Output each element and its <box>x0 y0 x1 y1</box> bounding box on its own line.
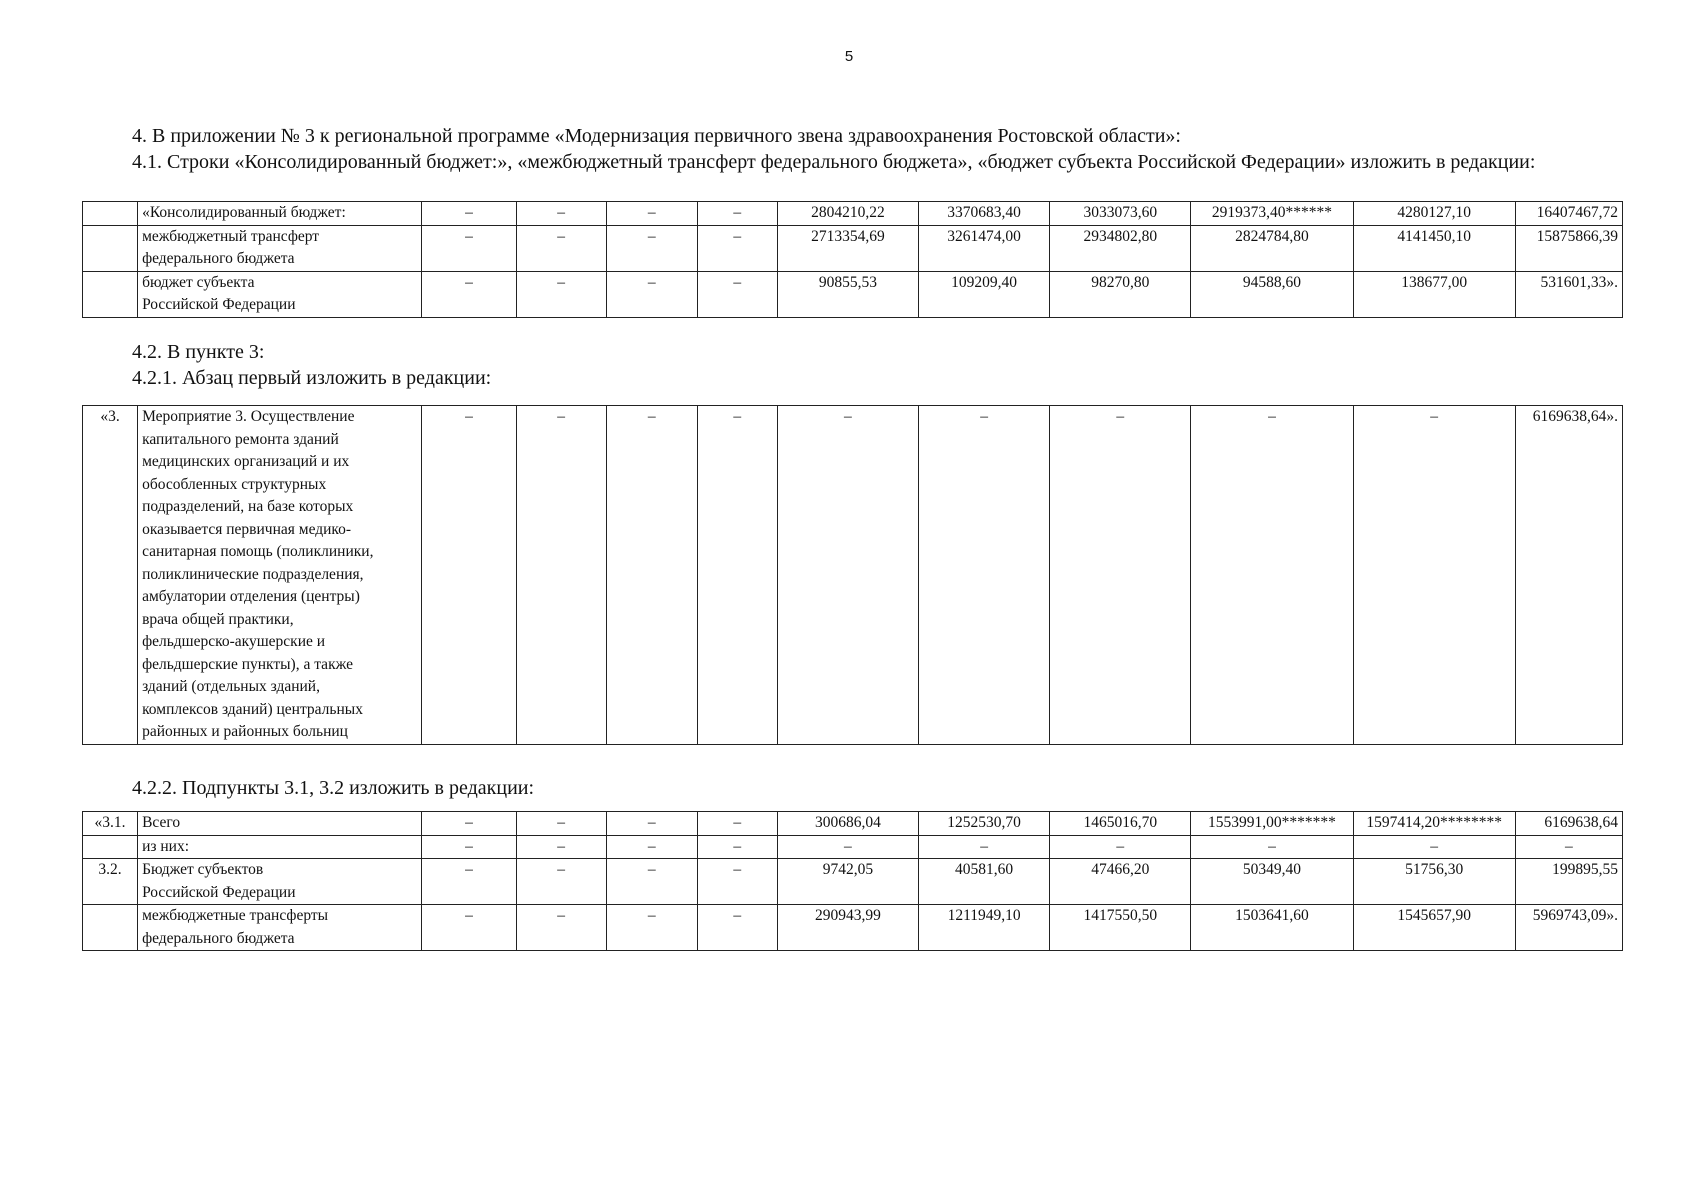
value-cell: – <box>919 406 1050 745</box>
value-cell: 16407467,72 <box>1515 202 1622 226</box>
value-cell: – <box>422 406 516 745</box>
value-cell: – <box>422 859 516 905</box>
row-name-line: из них: <box>142 837 190 855</box>
value-cell: 3261474,00 <box>919 225 1050 271</box>
value-cell: – <box>697 225 777 271</box>
row-name-cell <box>138 406 422 745</box>
value-cell: 2824784,80 <box>1191 225 1353 271</box>
value-cell: 98270,80 <box>1050 271 1191 317</box>
value-cell: – <box>919 835 1050 859</box>
row-name-line: Мероприятие 3. Осуществление <box>142 408 355 425</box>
value-cell: – <box>1191 835 1353 859</box>
row-name-line: «Консолидированный бюджет: <box>142 204 346 221</box>
page-number: 5 <box>844 48 854 65</box>
row-name-line: врача общей практики, <box>142 610 294 628</box>
row-name-cell <box>138 835 422 859</box>
row-number-cell <box>83 835 138 859</box>
value-cell: – <box>516 225 606 271</box>
value-cell: 2713354,69 <box>777 225 918 271</box>
value-cell: 9742,05 <box>777 859 918 905</box>
row-name-line: зданий (отдельных зданий, <box>142 678 320 695</box>
value-cell: – <box>1050 406 1191 745</box>
value-cell: 5969743,09». <box>1515 905 1622 951</box>
value-cell: – <box>422 202 516 226</box>
table-row <box>83 859 1623 905</box>
paragraph-4-2-1: 4.2.1. Абзац первый изложить в редакции: <box>132 367 492 389</box>
table-row <box>83 202 1623 226</box>
value-cell: 94588,60 <box>1191 271 1353 317</box>
value-cell: 40581,60 <box>919 859 1050 905</box>
value-cell: 1465016,70 <box>1050 812 1191 836</box>
value-cell: 531601,33». <box>1515 271 1622 317</box>
value-cell: 3033073,60 <box>1050 202 1191 226</box>
value-cell: 50349,40 <box>1191 859 1353 905</box>
value-cell: 290943,99 <box>777 905 918 951</box>
value-cell: – <box>1353 406 1515 745</box>
value-cell: – <box>606 812 697 836</box>
value-cell: – <box>516 835 606 859</box>
row-name-line: подразделений, на базе которых <box>142 498 354 515</box>
row-name-line: Бюджет субъектов <box>142 861 264 878</box>
value-cell: 51756,30 <box>1353 859 1515 905</box>
row-number-cell <box>83 905 138 951</box>
value-cell: – <box>606 225 697 271</box>
value-cell: – <box>697 271 777 317</box>
value-cell: 6169638,64». <box>1515 406 1622 745</box>
row-number-cell <box>83 202 138 226</box>
row-name-line: Российской Федерации <box>142 296 296 313</box>
value-cell: – <box>1050 835 1191 859</box>
value-cell: – <box>516 271 606 317</box>
value-cell: 90855,53 <box>777 271 918 317</box>
row-name-line: капитального ремонта зданий <box>142 430 339 448</box>
value-cell: 15875866,39 <box>1515 225 1622 271</box>
table-row <box>83 812 1623 836</box>
value-cell: – <box>777 406 918 745</box>
table-row <box>83 835 1623 859</box>
value-cell: 2804210,22 <box>777 202 918 226</box>
value-cell: – <box>606 406 697 745</box>
row-name-line: межбюджетные трансферты <box>142 907 329 924</box>
row-number-cell: «3. <box>83 406 138 745</box>
budget-table-consolidated <box>82 201 1623 318</box>
table-row <box>83 271 1623 317</box>
row-name-line: медицинских организаций и их <box>142 453 350 470</box>
value-cell: – <box>777 835 918 859</box>
row-name-line: обособленных структурных <box>142 475 327 493</box>
value-cell: 3370683,40 <box>919 202 1050 226</box>
value-cell: 1211949,10 <box>919 905 1050 951</box>
row-name-cell <box>138 905 422 951</box>
value-cell: – <box>516 202 606 226</box>
value-cell: – <box>697 812 777 836</box>
row-name-line: межбюджетный трансферт <box>142 227 320 245</box>
value-cell: 1553991,00******* <box>1191 812 1353 836</box>
value-cell: 6169638,64 <box>1515 812 1622 836</box>
row-name-line: Всего <box>142 814 181 831</box>
value-cell: – <box>697 835 777 859</box>
value-cell: 2934802,80 <box>1050 225 1191 271</box>
row-number-cell: 3.2. <box>83 859 138 905</box>
paragraph-4: 4. В приложении № 3 к региональной программе «Модернизация первичного звена здравоохранения Ростовской области»: <box>132 125 1181 147</box>
value-cell: – <box>697 905 777 951</box>
row-name-line: фельдшерские пункты), а также <box>142 655 353 673</box>
value-cell: – <box>1191 406 1353 745</box>
table-row <box>83 905 1623 951</box>
row-name-line: федерального бюджета <box>142 250 295 267</box>
row-name-line: амбулатории отделения (центры) <box>142 588 360 605</box>
value-cell: 1597414,20******** <box>1353 812 1515 836</box>
value-cell: – <box>697 202 777 226</box>
paragraph-4-1: 4.1. Строки «Консолидированный бюджет:», «межбюджетный трансферт федерального бюджета», «бюджет субъекта Российской Федерации» изложить в редакции: <box>132 151 1536 173</box>
paragraph-4-2: 4.2. В пункте 3: <box>132 341 265 363</box>
value-cell: 47466,20 <box>1050 859 1191 905</box>
row-name-line: районных и районных больниц <box>142 723 348 740</box>
value-cell: 300686,04 <box>777 812 918 836</box>
row-name-cell <box>138 225 422 271</box>
value-cell: – <box>516 812 606 836</box>
value-cell: 1545657,90 <box>1353 905 1515 951</box>
activity-3-table <box>82 405 1623 745</box>
value-cell: – <box>422 271 516 317</box>
value-cell: 2919373,40****** <box>1191 202 1353 226</box>
row-name-cell <box>138 202 422 226</box>
row-number-cell <box>83 225 138 271</box>
value-cell: – <box>697 406 777 745</box>
value-cell: – <box>606 905 697 951</box>
value-cell: – <box>606 835 697 859</box>
row-name-cell <box>138 812 422 836</box>
value-cell: – <box>422 905 516 951</box>
value-cell: 4280127,10 <box>1353 202 1515 226</box>
value-cell: – <box>516 905 606 951</box>
row-name-line: федерального бюджета <box>142 929 295 947</box>
value-cell: 1503641,60 <box>1191 905 1353 951</box>
row-name-cell <box>138 859 422 905</box>
value-cell: – <box>1353 835 1515 859</box>
row-name-line: оказывается первичная медико- <box>142 520 352 538</box>
value-cell: – <box>1515 835 1622 859</box>
value-cell: 4141450,10 <box>1353 225 1515 271</box>
row-name-line: санитарная помощь (поликлиники, <box>142 543 374 560</box>
value-cell: – <box>422 225 516 271</box>
paragraph-4-2-2: 4.2.2. Подпункты 3.1, 3.2 изложить в редакции: <box>132 777 535 799</box>
row-name-line: комплексов зданий) центральных <box>142 700 363 718</box>
value-cell: 138677,00 <box>1353 271 1515 317</box>
row-name-line: бюджет субъекта <box>142 273 255 291</box>
row-name-line: Российской Федерации <box>142 883 296 901</box>
subitems-3-1-3-2-table <box>82 811 1623 951</box>
value-cell: – <box>606 859 697 905</box>
value-cell: – <box>422 812 516 836</box>
value-cell: – <box>697 859 777 905</box>
value-cell: 1252530,70 <box>919 812 1050 836</box>
row-name-cell <box>138 271 422 317</box>
row-name-line: поликлинические подразделения, <box>142 565 364 583</box>
value-cell: – <box>422 835 516 859</box>
value-cell: – <box>516 859 606 905</box>
row-name-line: фельдшерско-акушерские и <box>142 633 326 650</box>
value-cell: 199895,55 <box>1515 859 1622 905</box>
value-cell: 1417550,50 <box>1050 905 1191 951</box>
value-cell: 109209,40 <box>919 271 1050 317</box>
value-cell: – <box>606 202 697 226</box>
table-row <box>83 406 1623 745</box>
row-number-cell: «3.1. <box>83 812 138 836</box>
row-number-cell <box>83 271 138 317</box>
table-row <box>83 225 1623 271</box>
value-cell: – <box>606 271 697 317</box>
value-cell: – <box>516 406 606 745</box>
